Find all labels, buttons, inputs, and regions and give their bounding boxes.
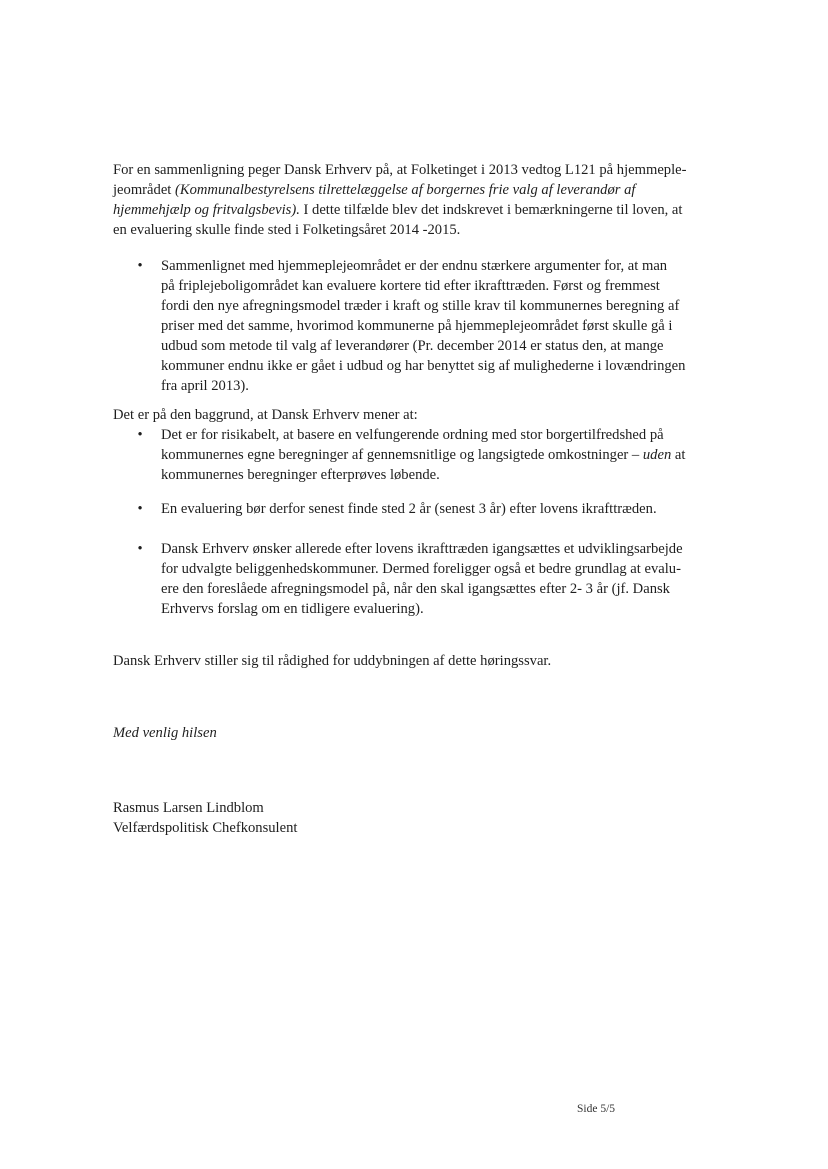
comparison-line: priser med det samme, hvorimod kommunerne på hjemmeplejeområdet først skulle gå i [161,318,673,334]
bullet-icon: • [137,541,143,557]
conclusion-bullet-development [113,539,723,619]
risk-line-2-plain: kommunernes egne beregninger af gennemsnitlige og langsigtede omkostninger – [161,447,643,463]
evaluation-line-1: En evaluering bør derfor senest finde sted 2 år (senest 3 år) efter lovens ikrafttræden. [161,501,657,517]
intro-paragraph [113,160,723,240]
comparison-line: på friplejeboligområdet kan evaluere kortere tid efter ikrafttræden. Først og fremmest [161,278,660,294]
conclusion-bullet-list-3 [113,539,723,619]
conclusion-heading-text: Det er på den baggrund, at Dansk Erhverv mener at: [113,407,418,423]
comparison-line: fra april 2013). [161,378,249,394]
intro-line-2-italic: (Kommunalbestyrelsens tilrettelæggelse af borgernes frie valg af leverandør af [175,182,636,198]
conclusion-bullet-evaluation [113,499,723,519]
conclusion-bullet-list [113,425,723,485]
intro-line-4: en evaluering skulle finde sted i Folketingsåret 2014 -2015. [113,222,461,238]
comparison-line: kommuner endnu ikke er gået i udbud og har benyttet sig af mulighederne i lovændringen [161,358,686,374]
risk-line-2 [161,445,723,465]
conclusion-bullet-risk [113,425,723,485]
development-line-3: ere den foreslåede afregningsmodel på, når den skal igangsættes efter 2- 3 år (jf. Dansk [161,581,670,597]
comparison-line: fordi den nye afregningsmodel træder i kraft og stille krav til kommunernes beregning af [161,298,680,314]
availability-text: Dansk Erhverv stiller sig til rådighed for uddybningen af dette høringssvar. [113,653,552,669]
greeting-text: Med venlig hilsen [113,725,217,741]
conclusion-bullet-list-2 [113,499,723,519]
bullet-icon: • [137,258,143,274]
bullet-icon: • [137,427,143,443]
intro-line-3-italic: hjemmehjælp og fritvalgsbevis). [113,202,300,218]
signature-block [113,798,297,838]
signature-title: Velfærdspolitisk Chefkonsulent [113,820,298,836]
comparison-line: udbud som metode til valg af leverandører (Pr. december 2014 er status den, at mange [161,338,664,354]
availability-paragraph [113,651,723,671]
signature-name: Rasmus Larsen Lindblom [113,800,264,816]
risk-line-2-tail: at [671,447,686,463]
development-line-1: Dansk Erhverv ønsker allerede efter lovens ikrafttræden igangsættes et udviklingsarbejde [161,541,683,557]
page-number [577,1101,615,1117]
bullet-icon: • [137,501,143,517]
page-number-text: Side 5/5 [577,1103,616,1115]
development-line-2: for udvalgte beliggenhedskommuner. Dermed foreligger også et bedre grundlag at evalu- [161,561,681,577]
comparison-line: Sammenlignet med hjemmeplejeområdet er der endnu stærkere argumenter for, at man [161,258,668,274]
comparison-bullet [113,256,723,396]
intro-line-1: For en sammenligning peger Dansk Erhverv på, at Folketinget i 2013 vedtog L121 på hjemmeple- [113,162,687,178]
intro-line-2 [113,180,723,200]
greeting [113,723,217,743]
intro-line-3-plain: I dette tilfælde blev det indskrevet i bemærkningerne til loven, at [299,202,683,218]
risk-line-3: kommunernes beregninger efterprøves løbende. [161,467,440,483]
risk-line-1: Det er for risikabelt, at basere en velfungerende ordning med stor borgertilfredshed på [161,427,664,443]
development-line-4: Erhvervs forslag om en tidligere evaluering). [161,601,424,617]
intro-line-3 [113,200,723,220]
comparison-bullet-list [113,256,723,396]
risk-line-2-italic: uden [642,447,672,463]
intro-line-2-plain: jeområdet [113,182,175,198]
conclusion-heading [113,405,723,425]
